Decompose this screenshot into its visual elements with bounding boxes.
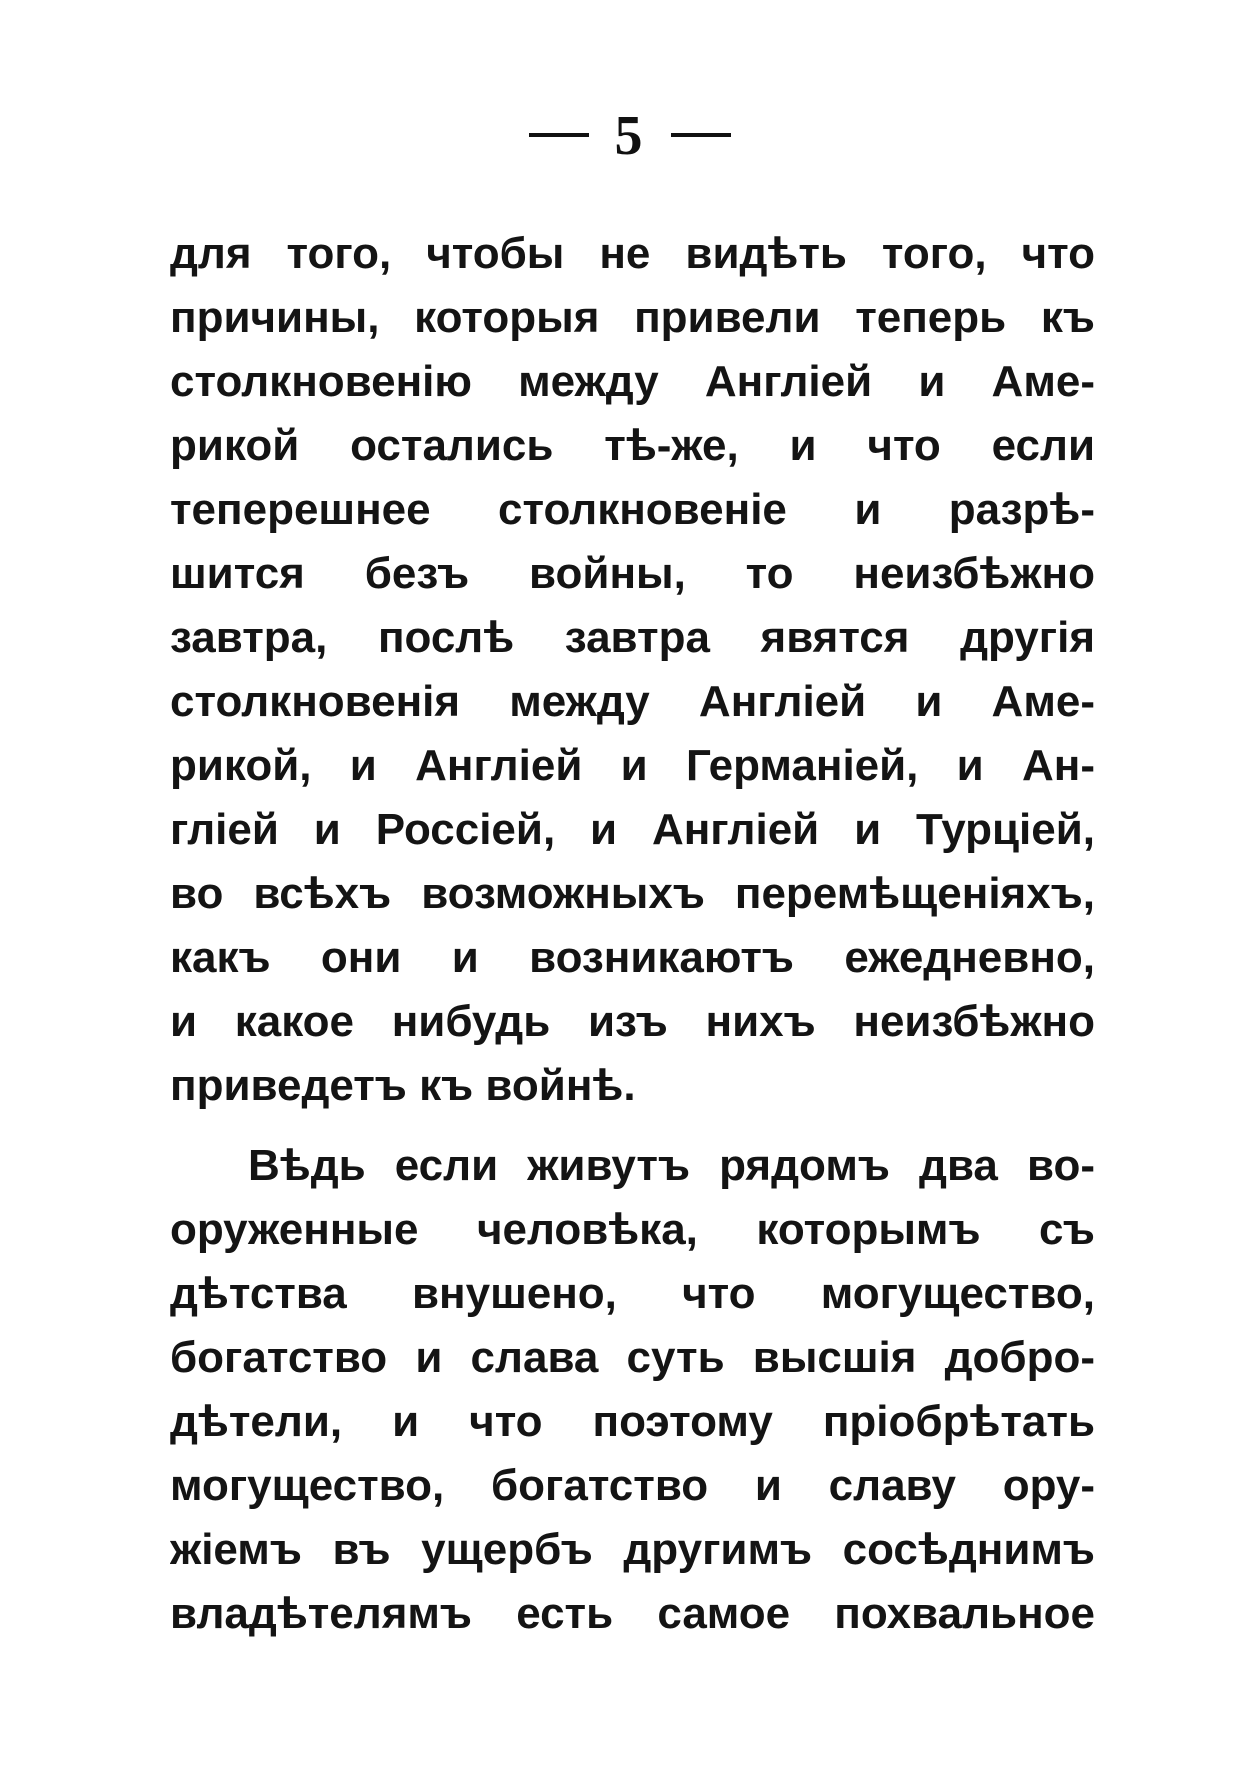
right-dash	[671, 133, 731, 137]
text-line: дѣтства внушено, что могущество,	[170, 1269, 1095, 1318]
page-number: 5	[614, 105, 645, 167]
text-line: во всѣхъ возможныхъ перемѣщеніяхъ,	[170, 869, 1095, 918]
text-line: могущество, богатство и славу ору-	[170, 1461, 1095, 1510]
text-line: жіемъ въ ущербъ другимъ сосѣднимъ	[170, 1525, 1095, 1574]
text-line: теперешнее столкновеніе и разрѣ-	[170, 485, 1095, 534]
text-line: какъ они и возникаютъ ежедневно,	[170, 933, 1095, 982]
text-line: для того, чтобы не видѣть того, что	[170, 229, 1095, 278]
paragraph-gap	[170, 1118, 1095, 1134]
text-line: дѣтели, и что поэтому пріобрѣтать	[170, 1397, 1095, 1446]
text-line: столкновенія между Англіей и Аме-	[170, 677, 1095, 726]
text-line: и какое нибудь изъ нихъ неизбѣжно	[170, 997, 1095, 1046]
text-line: причины, которыя привели теперь къ	[170, 293, 1095, 342]
left-dash	[529, 133, 589, 137]
text-line: приведетъ къ войнѣ.	[170, 1061, 636, 1110]
text-line: богатство и слава суть высшія добро-	[170, 1333, 1095, 1382]
text-line: шится безъ войны, то неизбѣжно	[170, 549, 1095, 598]
text-line: рикой, и Англіей и Германіей, и Ан-	[170, 741, 1095, 790]
text-line: завтра, послѣ завтра явятся другія	[170, 613, 1095, 662]
text-line: гліей и Россіей, и Англіей и Турціей,	[170, 805, 1095, 854]
text-line: рикой остались тѣ-же, и что если	[170, 421, 1095, 470]
text-line: оруженные человѣка, которымъ съ	[170, 1205, 1095, 1254]
page-number-header	[0, 105, 1259, 167]
text-line: Вѣдь если живутъ рядомъ два во-	[248, 1141, 1095, 1190]
text-line: столкновенію между Англіей и Аме-	[170, 357, 1095, 406]
body-text	[170, 222, 1095, 1646]
text-line: владѣтелямъ есть самое похвальное	[170, 1589, 1095, 1638]
